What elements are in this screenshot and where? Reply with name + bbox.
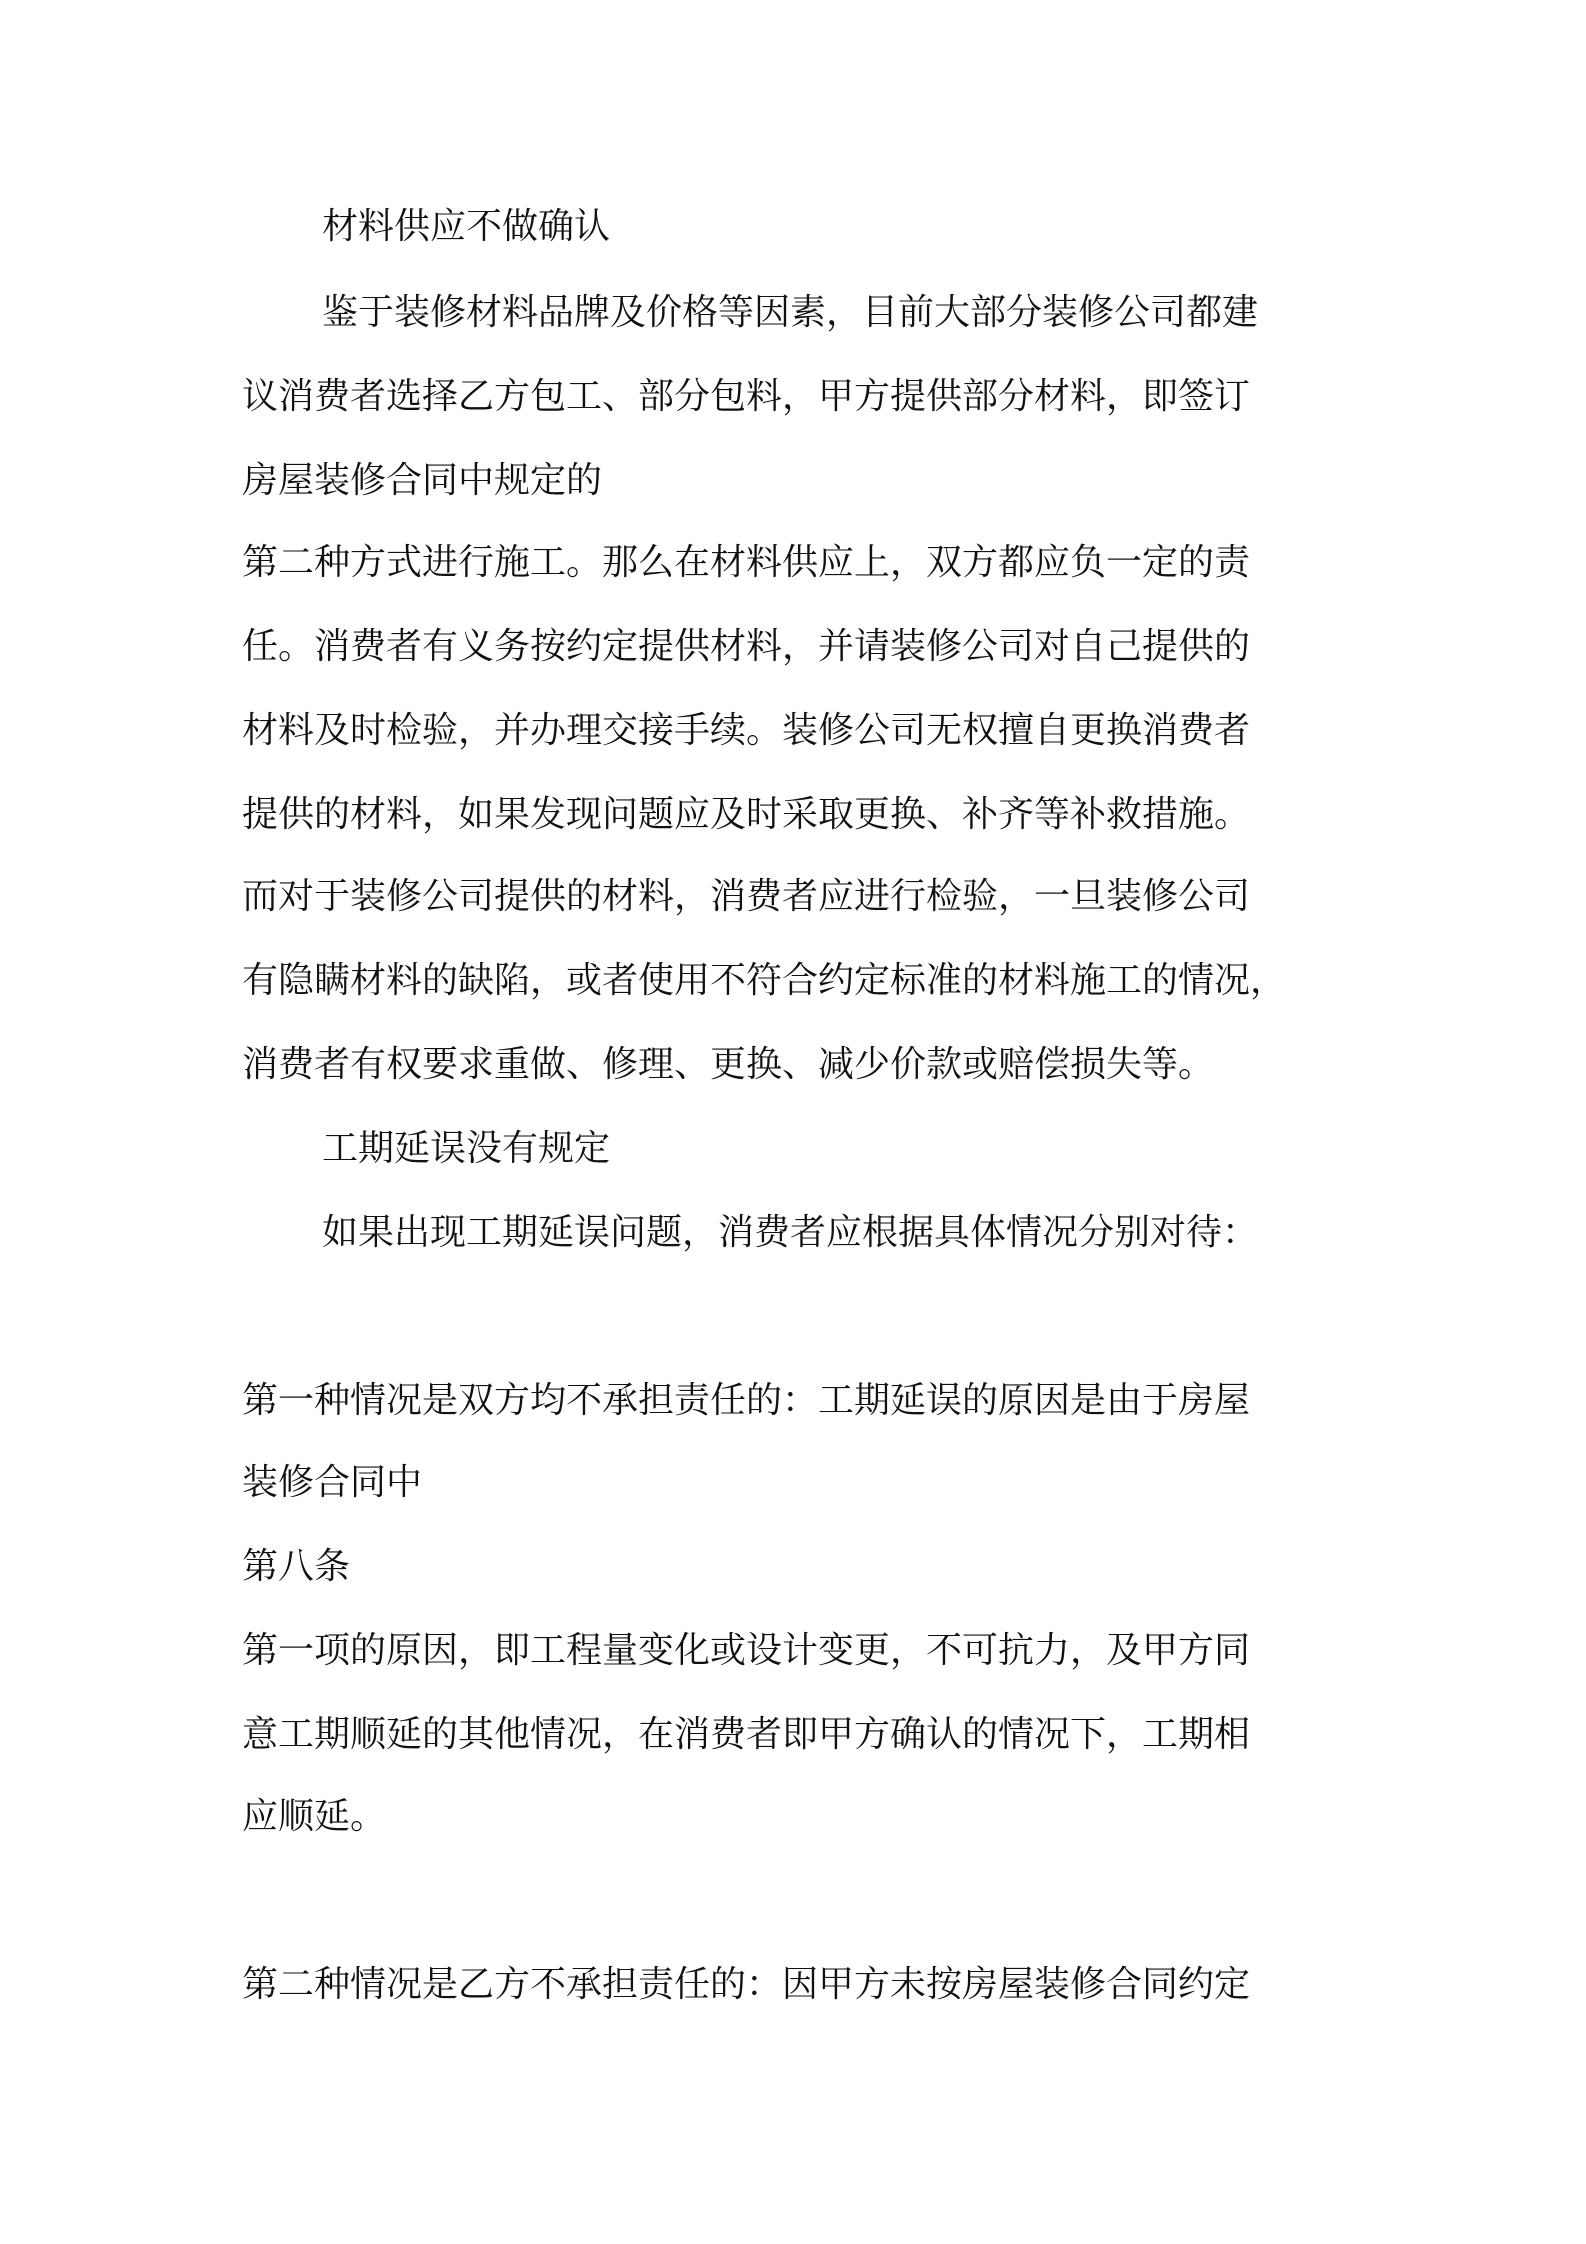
paragraph-line: 装修合同中 (242, 1462, 423, 1503)
paragraph-line: 任。消费者有义务按约定提供材料，并请装修公司对自己提供的 (242, 626, 1251, 667)
paragraph-line: 有隐瞒材料的缺陷，或者使用不符合约定标准的材料施工的情况， (242, 960, 1287, 1001)
paragraph-line: 第二种方式进行施工。那么在材料供应上，双方都应负一定的责 (242, 542, 1251, 583)
section-heading-delay: 工期延误没有规定 (322, 1128, 611, 1169)
paragraph-line: 议消费者选择乙方包工、部分包料，甲方提供部分材料，即签订 (242, 376, 1251, 417)
paragraph-line: 第八条 (242, 1546, 351, 1587)
paragraph-line: 第二种情况是乙方不承担责任的：因甲方未按房屋装修合同约定 (242, 1964, 1251, 2005)
paragraph-line: 第一种情况是双方均不承担责任的：工期延误的原因是由于房屋 (242, 1380, 1251, 1421)
paragraph-line: 意工期顺延的其他情况，在消费者即甲方确认的情况下，工期相 (242, 1714, 1251, 1755)
paragraph-line: 第一项的原因，即工程量变化或设计变更，不可抗力，及甲方同 (242, 1630, 1251, 1671)
section-heading-material-supply: 材料供应不做确认 (322, 206, 611, 247)
paragraph-line: 鉴于装修材料品牌及价格等因素，目前大部分装修公司都建 (322, 292, 1259, 333)
paragraph-line: 消费者有权要求重做、修理、更换、减少价款或赔偿损失等。 (242, 1044, 1215, 1085)
paragraph-line: 房屋装修合同中规定的 (242, 460, 603, 501)
paragraph-line: 材料及时检验，并办理交接手续。装修公司无权擅自更换消费者 (242, 710, 1251, 751)
paragraph-line: 应顺延。 (242, 1796, 387, 1837)
paragraph-line: 如果出现工期延误问题，消费者应根据具体情况分别对待： (322, 1212, 1259, 1253)
paragraph-line: 而对于装修公司提供的材料，消费者应进行检验，一旦装修公司 (242, 876, 1251, 917)
paragraph-line: 提供的材料，如果发现问题应及时采取更换、补齐等补救措施。 (242, 794, 1251, 835)
